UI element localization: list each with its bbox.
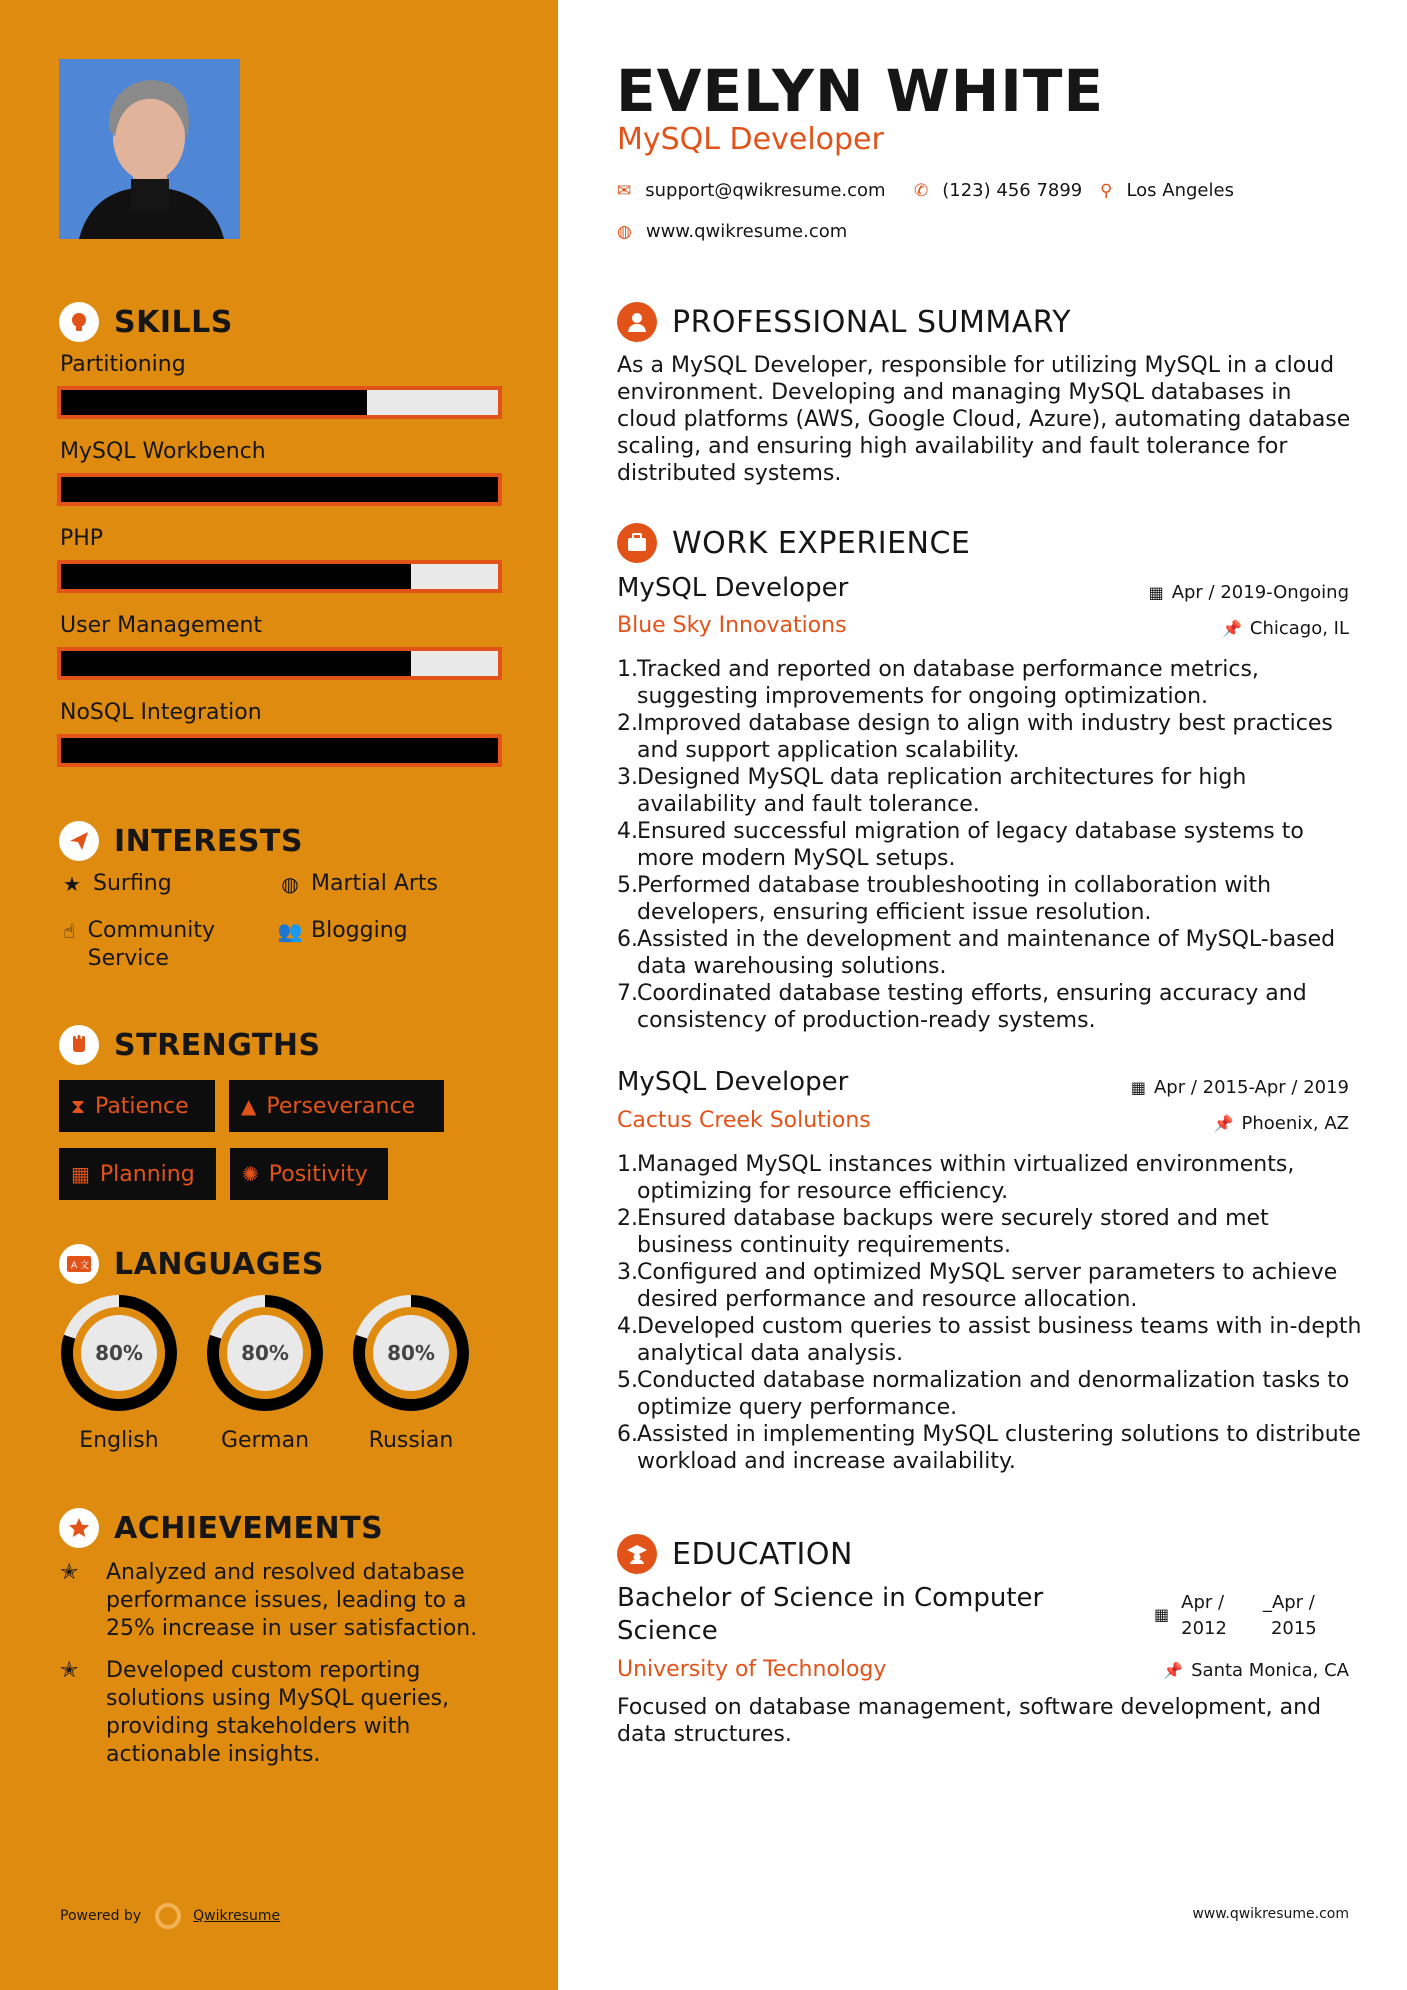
briefcase-icon (617, 523, 657, 563)
candidate-role: MySQL Developer (617, 122, 884, 157)
bullet-text: Ensured database backups were securely stored and met business continuity requirements. (637, 1206, 1269, 1258)
contact-location (1100, 180, 1234, 201)
language-percent: 80% (241, 1341, 289, 1365)
bullet-text: Managed MySQL instances within virtualized environments, optimizing for resource efficiency. (637, 1152, 1295, 1204)
list-item: 6. Assisted in the development and maintenance of MySQL-based data warehousing solutions. (617, 926, 1362, 980)
list-item: 5. Performed database troubleshooting in collaboration with developers, ensuring efficient issue resolution. (617, 872, 1362, 926)
education-start (1181, 1590, 1227, 1642)
education-end-month: _Apr / (1262, 1592, 1315, 1613)
strength-label: Planning (99, 1161, 195, 1187)
skills-heading (59, 302, 233, 342)
language-ring (350, 1292, 472, 1414)
strength-label: Patience (95, 1093, 189, 1119)
skill-bar (57, 734, 502, 767)
user-icon (617, 302, 657, 342)
education-title: EDUCATION (672, 1536, 853, 1572)
job-company: Cactus Creek Solutions (617, 1108, 871, 1133)
strength-chip (230, 1148, 388, 1200)
bullet-text: Improved database design to align with industry best practices and support application scalability. (637, 711, 1333, 763)
school-name: University of Technology (617, 1657, 887, 1682)
footer-website[interactable]: www.qwikresume.com (1192, 1906, 1349, 1922)
candidate-name: EVELYN WHITE (616, 57, 1105, 125)
education-end-year: 2015 (1270, 1618, 1317, 1639)
summary-heading (617, 301, 1071, 343)
pin-icon: 📌 (1163, 1661, 1184, 1680)
job-bullets (617, 656, 1362, 1034)
interest-item (59, 870, 172, 898)
bullet-text: Assisted in the development and maintenance of MySQL-based data warehousing solutions. (637, 927, 1336, 979)
skill-label: PHP (60, 526, 104, 551)
summary-title: PROFESSIONAL SUMMARY (672, 304, 1072, 340)
powered-by-text: Powered by (60, 1908, 142, 1924)
skill-label: MySQL Workbench (60, 439, 266, 464)
job-date (1131, 1077, 1349, 1098)
bullet-text: Coordinated database testing efforts, ensuring accuracy and consistency of production-ready systems. (637, 981, 1307, 1033)
svg-text:文: 文 (80, 1261, 90, 1271)
strength-label: Positivity (268, 1161, 368, 1187)
interest-item (59, 917, 259, 973)
bullet-text: Performed database troubleshooting in collaboration with developers, ensuring efficient issue resolution. (637, 873, 1272, 925)
svg-text:A: A (71, 1261, 78, 1271)
job-bullets (617, 1151, 1362, 1475)
globe-icon: ◍ (617, 221, 632, 242)
lightbulb-icon (59, 302, 99, 342)
language-ring-svg (58, 1292, 180, 1414)
list-item: 1. Managed MySQL instances within virtualized environments, optimizing for resource efficiency. (617, 1151, 1362, 1205)
job-location (1214, 1113, 1349, 1134)
job-date (1149, 582, 1349, 603)
skill-bar (57, 560, 502, 593)
skill-fill (61, 738, 498, 763)
bullet-text: Designed MySQL data replication architectures for high availability and fault tolerance. (637, 765, 1247, 817)
achievement-item (60, 1657, 490, 1769)
email-text[interactable]: support@qwikresume.com (645, 180, 886, 201)
interest-label: Blogging (311, 918, 408, 943)
star-icon: ★ (63, 872, 81, 896)
language-ring-svg (204, 1292, 326, 1414)
list-item: 3. Configured and optimized MySQL server parameters to achieve desired performance and resource allocation. (617, 1259, 1362, 1313)
experience-heading (617, 522, 970, 564)
strengths-heading (59, 1025, 321, 1065)
education-text: Focused on database management, software development, and data structures. (617, 1695, 1322, 1747)
degree-title: Bachelor of Science in Computer Science (617, 1583, 1044, 1646)
job-company: Blue Sky Innovations (617, 613, 847, 638)
hand-icon: ☝ (63, 919, 76, 943)
language-label: German (220, 1428, 310, 1453)
education-date (1154, 1590, 1317, 1642)
calendar-icon: ▦ (71, 1162, 90, 1186)
skill-fill (61, 477, 498, 502)
strength-chip (229, 1080, 444, 1132)
translate-icon (59, 1244, 99, 1284)
pin-icon: 📌 (1221, 619, 1242, 638)
qwikresume-logo-icon (155, 1903, 181, 1929)
bullet-text: Conducted database normalization and denormalization tasks to optimize query performance. (637, 1368, 1350, 1420)
skill-label: User Management (60, 613, 263, 638)
users-icon: 👥 (277, 919, 303, 943)
achievement-text: Developed custom reporting solutions using MySQL queries, providing stakeholders with actionable insights. (106, 1658, 450, 1767)
achievements-title: ACHIEVEMENTS (114, 1510, 384, 1546)
languages-title: LANGUAGES (114, 1246, 324, 1282)
hourglass-icon: ⧗ (71, 1094, 86, 1118)
road-icon: ▲ (241, 1094, 257, 1118)
bullet-text: Assisted in implementing MySQL clustering solutions to distribute workload and increase availability. (637, 1422, 1361, 1474)
graduate-icon (617, 1534, 657, 1574)
interest-label: Surfing (93, 871, 172, 896)
calendar-icon: ▦ (1130, 1078, 1146, 1097)
education-start-month: Apr / (1181, 1592, 1225, 1613)
interest-item (277, 870, 438, 898)
main-content (558, 0, 1407, 1990)
bullet-text: Developed custom queries to assist business teams with in-depth analytical data analysis. (637, 1314, 1362, 1366)
location-text: Los Angeles (1126, 180, 1234, 201)
sun-icon: ✺ (242, 1162, 259, 1186)
interests-heading (59, 821, 303, 861)
powered-by (60, 1903, 280, 1929)
qwikresume-link[interactable]: Qwikresume (193, 1908, 281, 1924)
interest-label: Martial Arts (311, 871, 439, 896)
interest-label: Community Service (87, 918, 215, 971)
strength-chip (59, 1148, 216, 1200)
skill-label: NoSQL Integration (60, 700, 262, 725)
website-text[interactable]: www.qwikresume.com (645, 221, 848, 242)
language-ring-svg (350, 1292, 472, 1414)
phone-icon: ✆ (914, 180, 929, 201)
calendar-icon: ▦ (1148, 583, 1164, 602)
language-ring (58, 1292, 180, 1414)
job-title: MySQL Developer (617, 573, 849, 603)
education-location-text: Santa Monica, CA (1191, 1660, 1349, 1681)
skill-fill (61, 651, 411, 676)
map-pin-icon: ⚲ (1100, 180, 1113, 201)
profile-photo (59, 59, 240, 239)
pin-icon: 📌 (1213, 1114, 1234, 1133)
experience-title: WORK EXPERIENCE (672, 525, 971, 561)
list-item: 5. Conducted database normalization and denormalization tasks to optimize query performance. (617, 1367, 1362, 1421)
strength-label: Perseverance (266, 1093, 416, 1119)
list-item: 2. Ensured database backups were securely stored and met business continuity requirements. (617, 1205, 1362, 1259)
list-item: 2. Improved database design to align with industry best practices and support application scalability. (617, 710, 1362, 764)
fist-icon (59, 1025, 99, 1065)
skill-bar (57, 473, 502, 506)
job-date-text: Apr / 2019-Ongoing (1171, 582, 1349, 603)
job-title: MySQL Developer (617, 1067, 849, 1097)
language-label: English (79, 1428, 159, 1453)
languages-heading (59, 1244, 324, 1284)
globe-icon: ◍ (281, 872, 299, 896)
achievements-heading (59, 1508, 383, 1548)
calendar-icon: ▦ (1154, 1605, 1170, 1624)
achievement-item (60, 1559, 490, 1643)
bullet-text: Tracked and reported on database performance metrics, suggesting improvements for ongoing optimization. (637, 657, 1259, 709)
job-location-text: Phoenix, AZ (1241, 1113, 1349, 1134)
job-location (1222, 618, 1349, 639)
language-label: Russian (368, 1428, 454, 1453)
list-item: 3. Designed MySQL data replication architectures for high availability and fault tolerance. (617, 764, 1362, 818)
job-date-text: Apr / 2015-Apr / 2019 (1153, 1077, 1349, 1098)
language-ring (204, 1292, 326, 1414)
skills-title: SKILLS (114, 304, 233, 340)
list-item: 4. Ensured successful migration of legacy database systems to more modern MySQL setups. (617, 818, 1362, 872)
skill-bar (57, 647, 502, 680)
strength-chip (59, 1080, 215, 1132)
skill-fill (61, 564, 411, 589)
contact-phone (914, 180, 1082, 201)
achievement-text: Analyzed and resolved database performance issues, leading to a 25% increase in user satisfaction. (106, 1560, 478, 1641)
star-badge-icon: ✭ (60, 1560, 79, 1585)
interests-title: INTERESTS (114, 823, 303, 859)
education-location (1163, 1660, 1349, 1681)
star-badge-icon: ✭ (60, 1658, 79, 1683)
education-start-year: 2012 (1181, 1618, 1227, 1639)
interest-item (277, 917, 408, 945)
award-icon (59, 1508, 99, 1548)
envelope-icon: ✉ (617, 180, 632, 201)
skill-bar (57, 386, 502, 419)
bullet-text: Configured and optimized MySQL server parameters to achieve desired performance and resource allocation. (637, 1260, 1338, 1312)
job-location-text: Chicago, IL (1249, 618, 1349, 639)
sidebar (0, 0, 558, 1990)
bullet-text: Ensured successful migration of legacy database systems to more modern MySQL setups. (637, 819, 1304, 871)
language-percent: 80% (387, 1341, 435, 1365)
skill-fill (61, 390, 367, 415)
skill-label: Partitioning (60, 352, 186, 377)
phone-text: (123) 456 7899 (942, 180, 1083, 201)
list-item: 7. Coordinated database testing efforts, ensuring accuracy and consistency of production-ready systems. (617, 980, 1362, 1034)
contact-website (617, 221, 847, 242)
summary-text: As a MySQL Developer, responsible for utilizing MySQL in a cloud environment. Developing and managing MySQL databases in cloud platforms (AWS, Google Cloud, Azure), automating database scaling, and ensuring high availability and fault tolerance for distributed systems. (617, 353, 1351, 486)
list-item: 6. Assisted in implementing MySQL clustering solutions to distribute workload and increase availability. (617, 1422, 1361, 1474)
education-end (1263, 1590, 1317, 1642)
paper-plane-icon (59, 821, 99, 861)
strengths-title: STRENGTHS (114, 1027, 321, 1063)
education-heading (617, 1533, 853, 1575)
list-item: 1. Tracked and reported on database performance metrics, suggesting improvements for ongoing optimization. (617, 656, 1362, 710)
language-percent: 80% (95, 1341, 143, 1365)
list-item: 4. Developed custom queries to assist business teams with in-depth analytical data analysis. (617, 1314, 1362, 1366)
contact-email (617, 180, 886, 201)
